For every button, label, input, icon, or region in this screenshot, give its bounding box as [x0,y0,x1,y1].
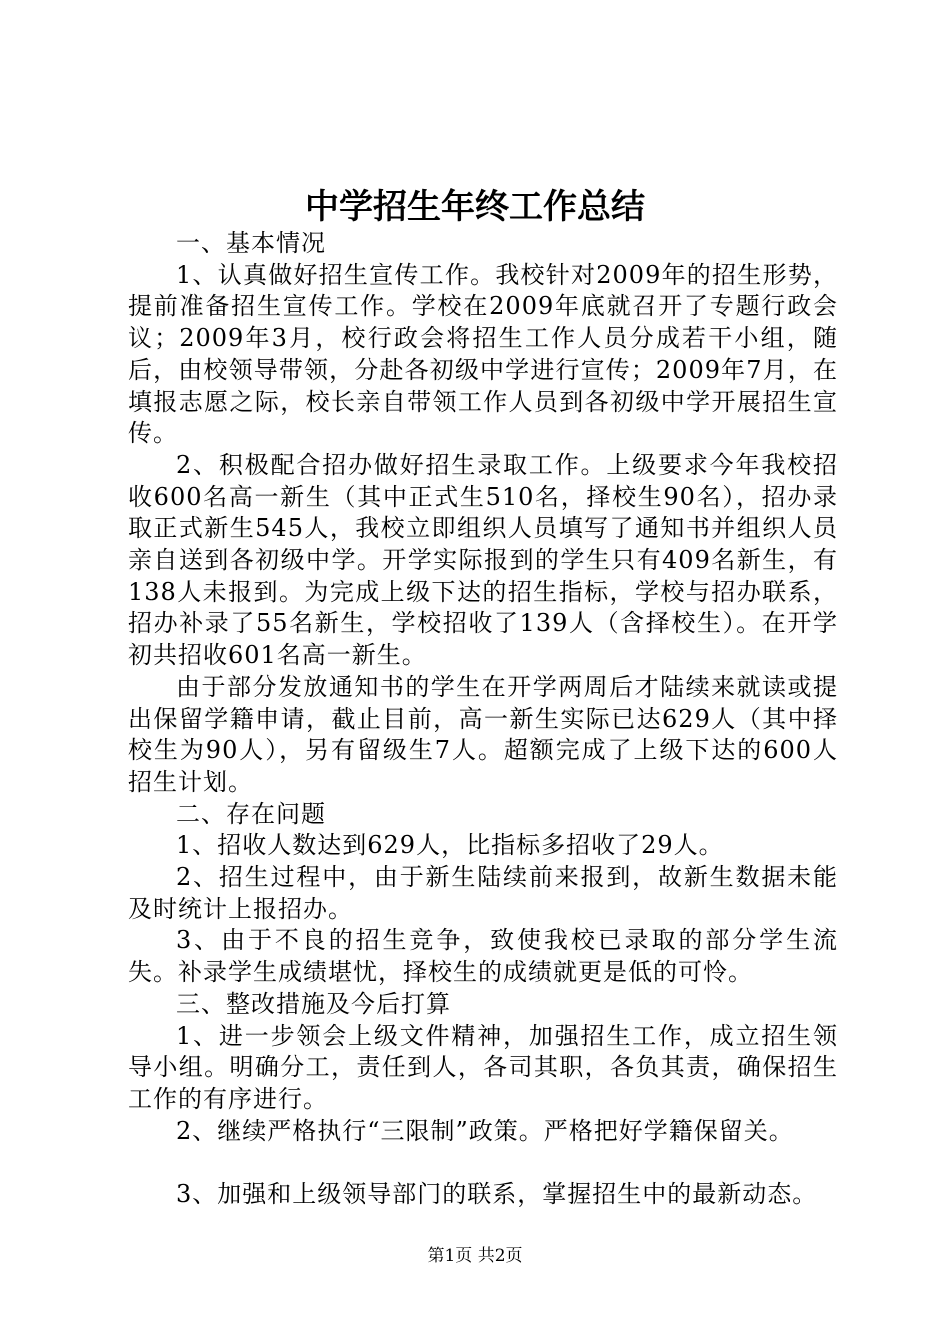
paragraph: 2、继续严格执行“三限制”政策。严格把好学籍保留关。 [176,1116,794,1145]
section-heading-measures: 三、整改措施及今后打算 [176,989,451,1018]
section-heading-problems: 二、存在问题 [176,799,326,828]
document-title: 中学招生年终工作总结 [305,187,645,227]
paragraph: 2、积极配合招办做好招生录取工作。上级要求今年我校招收600名高一新生（其中正式生510名，择校生90名），招办录取正式新生545人，我校立即组织人员填写了通知书并组织人员亲自送到各初级中学。开学实际报到的学生只有409名新生，有138人未报到。为完成上级下达的招生指标，学校与招办联系，招办补录了55名新生，学校招收了139人（含择校生）。在开学初共招收601名高一新生。 [128,450,838,670]
paragraph: 由于部分发放通知书的学生在开学两周后才陆续来就读或提出保留学籍申请，截止目前，高一新生实际已达629人（其中择校生为90人），另有留级生7人。超额完成了上级下达的600人招生计划。 [128,672,838,796]
paragraph: 1、招收人数达到629人，比指标多招收了29人。 [176,831,724,860]
paragraph: 1、进一步领会上级文件精神，加强招生工作，成立招生领导小组。明确分工，责任到人，各司其职，各负其责，确保招生工作的有序进行。 [128,1021,838,1113]
section-heading-basic: 一、基本情况 [176,229,326,257]
paragraph: 2、招生过程中，由于新生陆续前来报到，故新生数据未能及时统计上报招办。 [128,863,838,923]
paragraph: 3、由于不良的招生竞争，致使我校已录取的部分学生流失。补录学生成绩堪忧，择校生的成绩就更是低的可怜。 [128,926,838,987]
paragraph: 1、认真做好招生宣传工作。我校针对2009年的招生形势，提前准备招生宣传工作。学校在2009年底就召开了专题行政会议；2009年3月，校行政会将招生工作人员分成若干小组，随后，由校领导带领，分赴各初级中学进行宣传；2009年7月，在填报志愿之际，校长亲自带领工作人员到各初级中学开展招生宣传。 [128,260,838,448]
page-number: 第1页 共2页 [427,1246,523,1266]
document-body [128,228,838,1211]
paragraph: 3、加强和上级领导部门的联系，掌握招生中的最新动态。 [176,1180,818,1209]
